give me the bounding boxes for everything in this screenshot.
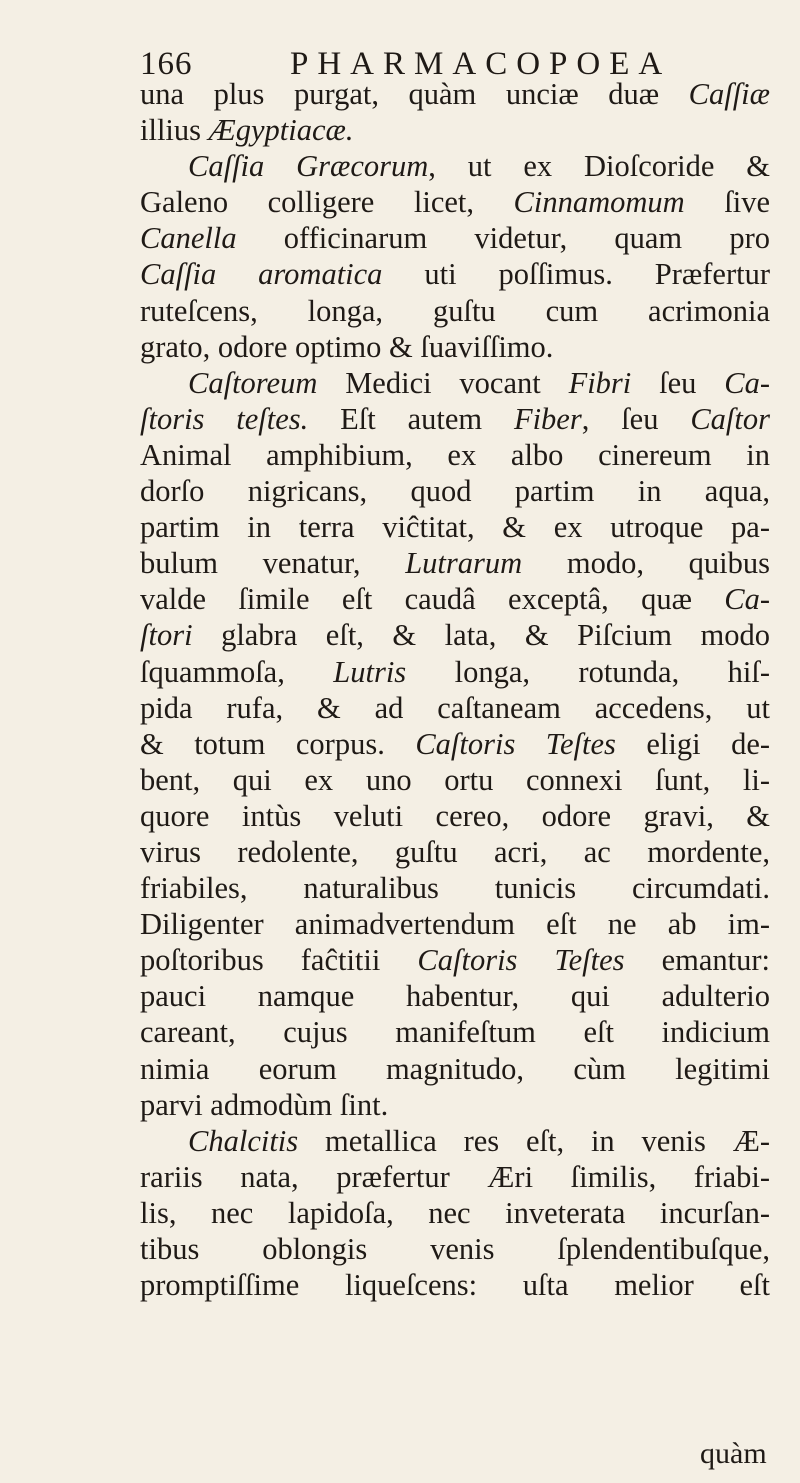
italic-term: Cinnamomum [513, 185, 685, 220]
text-line [140, 509, 770, 545]
text-segment: una plus purgat, quàm unciæ duæ [140, 77, 689, 111]
text-segment: & totum corpus. [140, 726, 416, 761]
text-segment: grato, odore optimo & ſuaviſſimo. [140, 329, 554, 364]
text-segment: virus redolente, guſtu acri, ac mordente, [140, 834, 770, 869]
text-segment: glabra eſt, & lata, & Piſcium modo [192, 618, 770, 653]
text-line [140, 726, 770, 762]
text-line [140, 473, 770, 509]
text-segment: , ſeu [581, 401, 691, 436]
italic-term: Caſſia aromatica [140, 257, 383, 292]
text-line [140, 654, 770, 690]
text-line [140, 1123, 770, 1159]
body-text [140, 76, 770, 1303]
text-segment: Animal amphibium, ex albo cinereum in [140, 437, 770, 472]
text-segment: ſive [684, 185, 770, 220]
text-line [140, 762, 770, 798]
text-segment: ſeu [631, 365, 725, 400]
text-segment: eligi de- [615, 726, 771, 761]
text-line [140, 906, 770, 942]
italic-term: Lutrarum [405, 546, 523, 581]
text-line [140, 545, 770, 581]
text-line [140, 365, 770, 401]
page-number: 166 [140, 46, 193, 82]
italic-term: ſtori [140, 618, 193, 653]
text-segment: parvi admodùm ſint. [140, 1087, 389, 1122]
text-segment: modo, quibus [522, 546, 770, 581]
text-line [140, 1159, 770, 1195]
text-segment: rariis nata, præfertur Æri ſimilis, friabi- [140, 1159, 770, 1194]
text-line [140, 184, 770, 220]
text-line [140, 834, 770, 870]
text-line [140, 329, 770, 365]
text-segment: tibus oblongis venis ſplendentibuſque, [140, 1232, 770, 1266]
text-line [140, 148, 770, 184]
text-segment: pida rufa, & ad caſtaneam accedens, ut [140, 690, 770, 725]
italic-term: Caſſiæ [688, 77, 770, 111]
text-segment: dorſo nigricans, quod partim in aqua, [140, 474, 770, 509]
text-segment: partim in terra viĉtitat, & ex utroque pa- [140, 510, 770, 545]
text-segment: Medici vocant [317, 365, 569, 400]
text-segment: emantur: [624, 943, 771, 978]
text-segment: illius [140, 113, 209, 148]
text-line [140, 1087, 770, 1123]
text-line [140, 978, 770, 1014]
text-line [140, 293, 770, 329]
italic-term: Caſtoris Teſtes [417, 943, 625, 978]
text-line [140, 256, 770, 292]
text-segment: valde ſimile eſt caudâ exceptâ, quæ [140, 582, 725, 617]
italic-term: Chalcitis [188, 1123, 299, 1158]
text-line [140, 1014, 770, 1050]
italic-term: Caſtor [690, 401, 770, 436]
italic-term: Caſſia Græcorum [188, 149, 429, 184]
text-segment: bulum venatur, [140, 546, 406, 581]
running-title: PHARMACOPOEA [290, 46, 672, 82]
text-line [140, 76, 770, 112]
text-line [140, 401, 770, 437]
text-line [140, 870, 770, 906]
text-line [140, 1051, 770, 1087]
text-segment: friabiles, naturalibus tunicis circumdati. [140, 871, 770, 906]
text-line [140, 690, 770, 726]
italic-term: Ca- [724, 365, 770, 400]
text-segment: nimia eorum magnitudo, cùm legitimi [140, 1051, 770, 1086]
text-segment: quore intùs veluti cereo, odore gravi, & [140, 798, 770, 833]
catchword: quàm [700, 1437, 767, 1470]
text-segment: promptiſſime liqueſcens: uſta melior eſt [140, 1268, 770, 1303]
text-segment: bent, qui ex uno ortu connexi ſunt, li- [140, 762, 770, 797]
text-segment: poſtoribus faĉtitii [140, 943, 418, 978]
text-segment: ruteſcens, longa, guſtu cum acrimonia [140, 293, 770, 328]
text-line [140, 1267, 770, 1303]
text-line [140, 942, 770, 978]
italic-term: Caſtoreum [188, 365, 318, 400]
text-line [140, 1231, 770, 1267]
text-line [140, 220, 770, 256]
text-segment: pauci namque habentur, qui adulterio [140, 979, 770, 1014]
text-segment: officinarum videtur, quam pro [236, 221, 770, 256]
italic-term: Fiber [513, 401, 582, 436]
italic-term: Ca- [724, 582, 770, 617]
text-line [140, 1195, 770, 1231]
text-segment: Eſt autem [308, 401, 514, 436]
text-segment: longa, rotunda, hiſ- [406, 654, 770, 689]
text-segment: ſquammoſa, [140, 654, 334, 689]
text-line [140, 581, 770, 617]
text-segment: careant, cujus manifeſtum eſt indicium [140, 1015, 770, 1050]
text-line [140, 437, 770, 473]
text-line [140, 798, 770, 834]
text-line [140, 112, 770, 148]
text-segment: metallica res eſt, in venis Æ- [298, 1123, 770, 1158]
text-line [140, 617, 770, 653]
italic-term: Ægyptiacæ. [208, 113, 354, 148]
text-segment: Galeno colligere licet, [140, 185, 514, 220]
text-segment: , ut ex Dioſcoride & [428, 149, 770, 184]
text-segment: lis, nec lapidoſa, nec inveterata incurſan- [140, 1195, 770, 1230]
text-segment: Diligenter animadvertendum eſt ne ab im- [140, 907, 770, 942]
italic-term: Lutris [333, 654, 407, 689]
italic-term: Canella [140, 221, 237, 256]
italic-term: Fibri [568, 365, 632, 400]
text-segment: uti poſſimus. Præfertur [382, 257, 770, 292]
italic-term: ſtoris teſtes. [140, 401, 309, 436]
italic-term: Caſtoris Teſtes [415, 726, 616, 761]
